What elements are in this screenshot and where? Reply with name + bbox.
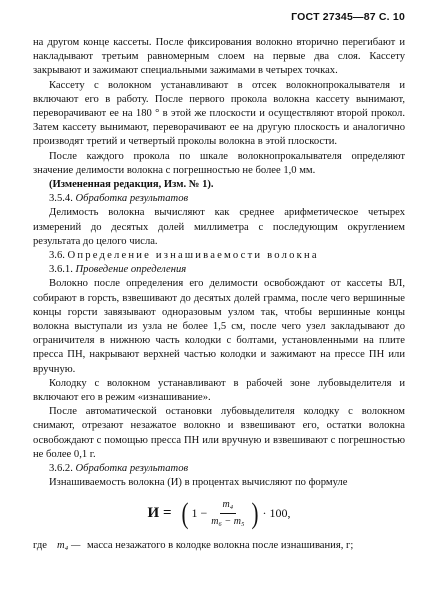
paragraph: После автоматической остановки лубовыделителя колодку с волокном снимают, отрезают незажатое волокно и взвешивают его, остатки волокна освобождают с помощью пресса ПН или вручную и взвешивают с погрешностью не более 0,1 г. <box>33 406 405 460</box>
formula-fraction <box>211 498 244 529</box>
section-title: Обработка результатов <box>75 463 189 475</box>
section-number: 3.5.4. <box>49 193 73 205</box>
section-number: 3.6.2. <box>49 463 73 475</box>
formula-lhs: И = <box>147 505 172 522</box>
right-paren: ) <box>251 496 259 530</box>
legend-text: масса незажатого в колодке волокна после изнашивания, г; <box>87 539 354 551</box>
fraction-denominator: m₆ − m₅ <box>211 516 245 527</box>
section-heading-3-5-4 <box>33 192 405 206</box>
section-title: Проведение определения <box>75 264 187 276</box>
formula-one-minus: 1 − <box>191 506 208 521</box>
paragraph: Изнашиваемость волокна (И) в процентах вычисляют по формуле <box>49 477 348 489</box>
paragraph: Волокно после определения его делимости освобождают от кассеты ВЛ, собирают в горсть, взвешивают до десятых долей грамма, после чего вершинные концы горсти завязывают одноразовым узлом так, чтобы вершинные концы волокна выступали из узла не более 1,5 см, после чего узел закладывают до ограничителя в нижнюю часть колодки с болтами, установленными на плите пресса ПН, накрывают верхней частью колодки и зажимают на прессе ПН или вручную. <box>33 278 405 375</box>
section-heading-3-6-2 <box>33 462 405 476</box>
formula-legend <box>33 539 405 553</box>
left-paren: ( <box>181 496 189 530</box>
section-heading-3-6-1 <box>33 263 405 277</box>
page-header: ГОСТ 27345—87 С. 10 <box>291 11 405 23</box>
amendment-note: (Измененная редакция, Изм. № 1). <box>49 179 214 191</box>
paragraph: Колодку с волокном устанавливают в рабочей зоне лубовыделителя и включают его в режим «изнашивание». <box>33 377 405 404</box>
document-body <box>33 36 405 553</box>
paragraph: После каждого прокола по шкале волокнопрокалывателя определяют значение делимости волокна с погрешностью не более 1,0 мм. <box>33 150 405 176</box>
paragraph: Делимость волокна вычисляют как среднее арифметическое четырех измерений до десятых долей миллиметра с последующим округлением результата до целого числа. <box>33 207 405 247</box>
legend-label: где <box>33 539 47 551</box>
section-title: Определение изнашиваемости волокна <box>67 250 319 262</box>
section-heading-3-6 <box>33 249 405 263</box>
wear-formula <box>33 493 405 535</box>
paragraph: на другом конце кассеты. После фиксирования волокно вторично перегибают и накладывают третьим равномерным слоем на первые два слоя. Кассету закрывают и зажимают специальными зажимами в четырех точках. <box>33 37 405 77</box>
section-number: 3.6.1. <box>49 264 73 276</box>
section-title: Обработка результатов <box>75 193 189 205</box>
fraction-numerator: m₄ <box>220 498 237 514</box>
formula-tail: · 100, <box>262 506 291 521</box>
paragraph: Кассету с волокном устанавливают в отсек волокнопрокалывателя и включают его в работу. После первого прокола волокна кассету вынимают, переворачивают ее на 180 ° в этой же плоскости и осуществляют второй прокол. Затем кассету вынимают, переворачивают ее на другую плоскость и аналогично производят третий и четвертый проколы волокна в этой плоскости. <box>33 79 405 148</box>
legend-symbol: m₄ — <box>57 539 81 551</box>
section-number: 3.6. <box>49 250 65 262</box>
